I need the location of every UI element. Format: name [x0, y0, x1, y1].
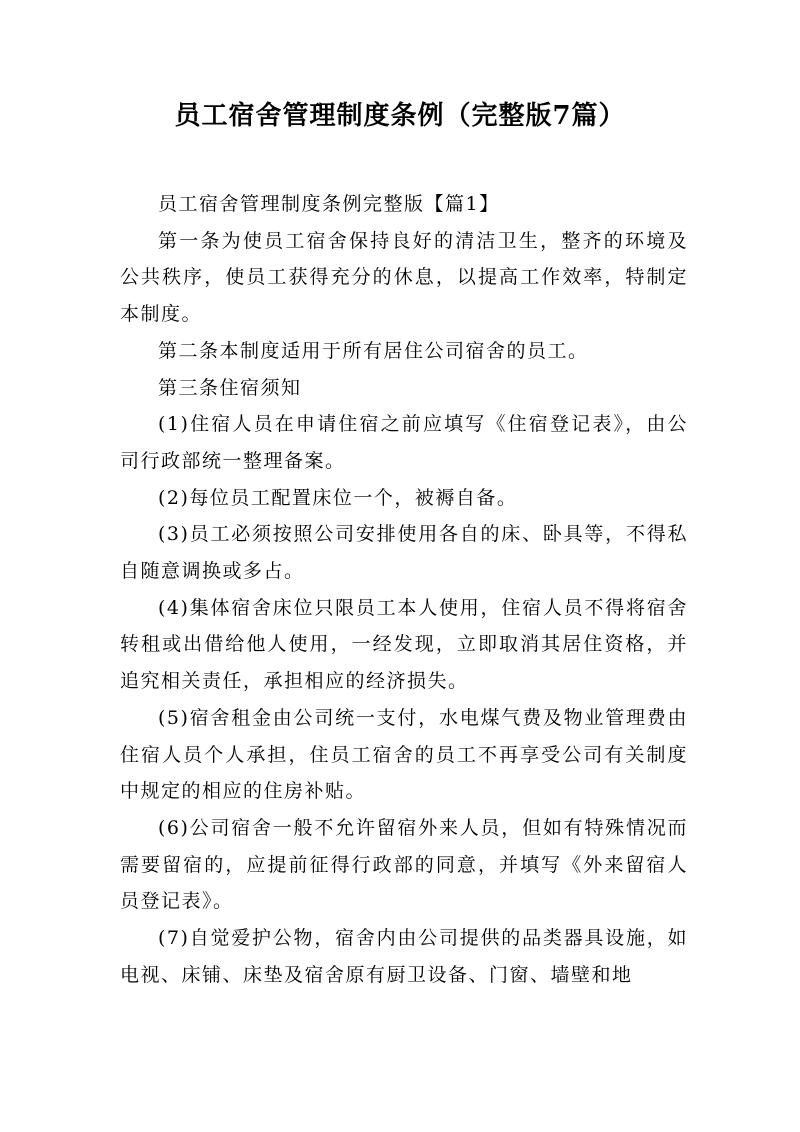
- paragraph: 第三条住宿须知: [158, 376, 302, 399]
- paragraph: 第二条本制度适用于所有居住公司宿舍的员工。: [158, 339, 589, 362]
- paragraph: 第一条为使员工宿舍保持良好的清洁卫生，整齐的环境及公共秩序，使员工获得充分的休息，以提高工作效率，特制定本制度。: [120, 229, 688, 326]
- list-item: (2)每位员工配置床位一个，被褥自备。: [158, 486, 518, 509]
- list-item: (6)公司宿舍一般不允许留宿外来人员，但如有特殊情况而需要留宿的，应提前征得行政部的同意，并填写《外来留宿人员登记表》。: [120, 816, 688, 913]
- document-body: [120, 186, 688, 993]
- list-item: (3)员工必须按照公司安排使用各自的床、卧具等，不得私自随意调换或多占。: [120, 523, 688, 583]
- list-item: (5)宿舍租金由公司统一支付，水电煤气费及物业管理费由住宿人员个人承担，住员工宿舍的员工不再享受公司有关制度中规定的相应的住房补贴。: [120, 706, 688, 803]
- list-item: (1)住宿人员在申请住宿之前应填写《住宿登记表》，由公司行政部统一整理备案。: [120, 413, 688, 472]
- list-item: (4)集体宿舍床位只限员工本人使用，住宿人员不得将宿舍转租或出借给他人使用，一经发现，立即取消其居住资格，并追究相关责任，承担相应的经济损失。: [120, 596, 688, 693]
- section-heading: 员工宿舍管理制度条例完整版【篇1】: [158, 193, 500, 215]
- document-title: 员工宿舍管理制度条例（完整版7篇）: [174, 101, 626, 131]
- list-item: (7)自觉爱护公物，宿舍内由公司提供的品类器具设施，如电视、床铺、床垫及宿舍原有厨卫设备、门窗、墙壁和地: [120, 927, 688, 986]
